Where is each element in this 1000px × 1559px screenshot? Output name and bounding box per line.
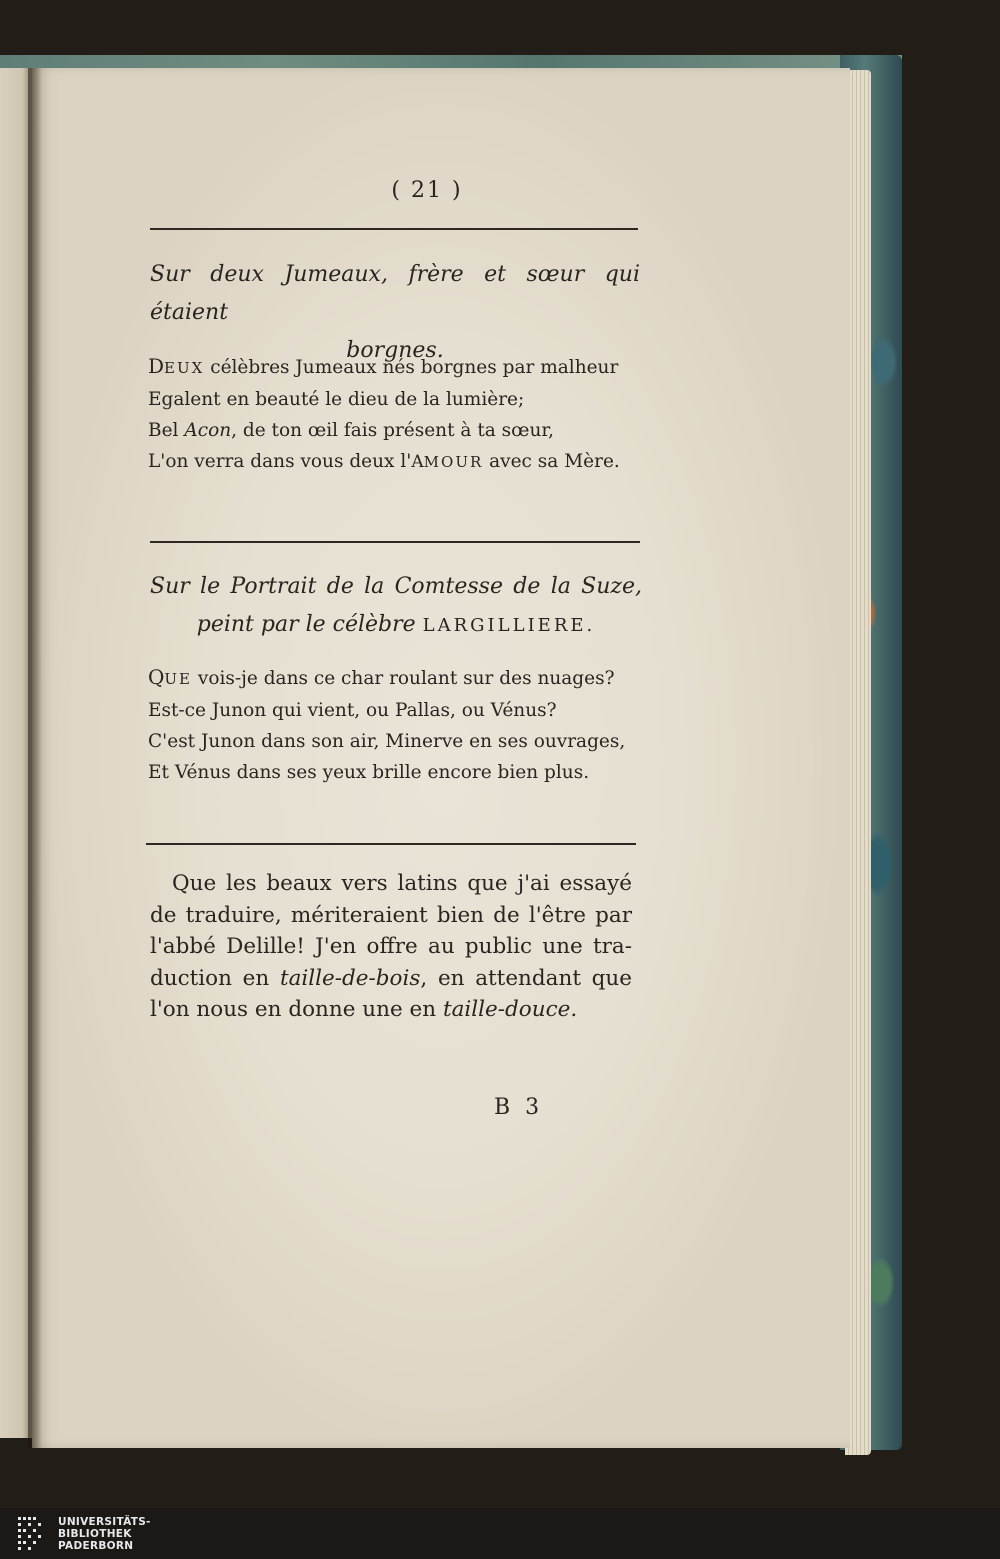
gutter-shadow: [28, 68, 42, 1448]
poem1-line-1: DEUX célèbres Jumeaux nés borgnes par malheur: [148, 354, 619, 378]
poem1-verses: [148, 351, 620, 478]
prose-line-4: duction en taille-de-bois, en attendant que: [150, 965, 632, 991]
rule-middle: [150, 541, 640, 543]
rule-bottom: [146, 843, 636, 845]
prose-line-3: l'abbé Delille! J'en offre au public une tra-: [150, 934, 632, 959]
prose-line-2: de traduire, mériteraient bien de l'être par: [150, 902, 632, 928]
poem2-line-4: Et Vénus dans ses yeux brille encore bien plus.: [148, 762, 590, 783]
library-footer: [0, 1508, 1000, 1559]
poem2-line-2: Est-ce Junon qui vient, ou Pallas, ou Vénus?: [148, 700, 557, 721]
poem1-heading-line1: Sur deux Jumeaux, frère et sœur qui étaient: [150, 262, 640, 325]
library-name: [58, 1516, 151, 1552]
library-name-line3: PADERBORN: [58, 1540, 134, 1552]
poem1-line-2: Egalent en beauté le dieu de la lumière;: [148, 389, 525, 410]
prose-paragraph: [150, 868, 632, 1026]
book-page: [32, 68, 850, 1448]
poem1-line-4: L'on verra dans vous deux l'AMOUR avec sa Mère.: [148, 451, 620, 472]
poem2-verses: [148, 662, 625, 788]
rule-top: [150, 228, 638, 230]
prose-line-1: Que les beaux vers latins que j'ai essayé: [172, 871, 632, 896]
poem2-line-1: QUE vois-je dans ce char roulant sur des nuages?: [148, 665, 615, 689]
page-number: ( 21 ): [391, 178, 463, 203]
poem2-heading-line1: Sur le Portrait de la Comtesse de la Suze,: [150, 574, 642, 599]
library-logo-icon: [16, 1515, 50, 1553]
poem2-line-3: C'est Junon dans son air, Minerve en ses ouvrages,: [148, 731, 626, 752]
library-name-line2: BIBLIOTHEK: [58, 1528, 132, 1540]
poem1-heading-line2: borgnes.: [346, 338, 444, 363]
poem2-heading: [150, 568, 642, 645]
poem1-line-3: Bel Acon, de ton œil fais présent à ta sœur,: [148, 420, 555, 441]
library-name-line1: UNIVERSITÄTS-: [58, 1516, 151, 1528]
prose-line-5: l'on nous en donne une en taille-douce.: [150, 997, 578, 1022]
signature-mark: B 3: [494, 1095, 544, 1120]
poem2-heading-line2: peint par le célèbre LARGILLIERE.: [196, 612, 596, 637]
